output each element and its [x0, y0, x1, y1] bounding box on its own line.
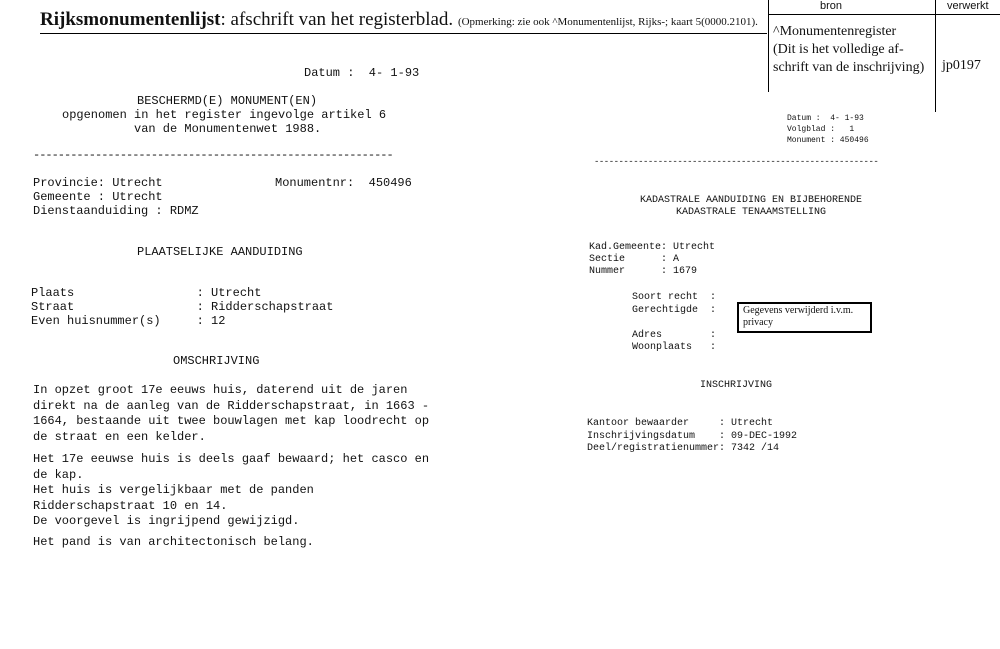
- box-divider-middle: [935, 0, 936, 112]
- heading-line: KADASTRALE TENAAMSTELLING: [676, 207, 827, 218]
- para-line: de straat en een kelder.: [33, 429, 206, 444]
- kad-line: Kad.Gemeente: Utrecht: [589, 242, 716, 253]
- meta-line: Monument : 450496: [787, 136, 869, 145]
- para-line: de kap.: [33, 467, 84, 482]
- col-bron: bron: [820, 0, 843, 12]
- right-dashes: ----------------------------------------------------------: [594, 157, 879, 167]
- recht-line: Adres :: [632, 329, 717, 341]
- title-underline: [40, 33, 767, 34]
- kad-line: Nummer : 1679: [589, 266, 698, 277]
- right-meta: [787, 113, 869, 146]
- gemeente: Gemeente : Utrecht: [33, 190, 163, 204]
- para-line: Het 17e eeuwse huis is deels gaaf bewaard; het casco en: [33, 452, 430, 466]
- plaats: Plaats : Utrecht: [31, 286, 262, 300]
- omschrijving-para-1: [33, 383, 429, 445]
- recht-gegevens: [632, 292, 716, 355]
- para-line: Het huis is vergelijkbaar met de panden: [33, 483, 314, 497]
- para-line: 1664, bestaande uit twee bouwlagen met kap loodrecht op: [33, 414, 430, 428]
- kad-gegevens: [589, 242, 715, 278]
- section-inschrijving: INSCHRIJVING: [700, 380, 773, 391]
- col-verwerkt: verwerkt: [947, 0, 989, 12]
- source-line: schrift van de inschrijving): [773, 60, 925, 75]
- para-line: In opzet groot 17e eeuws huis, daterend uit de jaren: [33, 383, 408, 397]
- omschrijving-para-2: [33, 452, 429, 530]
- kadastrale-heading: [640, 195, 862, 219]
- recht-line: Gerechtigde :: [632, 304, 717, 316]
- recht-line: Soort recht :: [632, 292, 717, 303]
- privacy-line: Gegevens verwijderd i.v.m.: [743, 305, 854, 316]
- source-line: (Dit is het volledige af-: [773, 42, 904, 57]
- privacy-line: privacy: [743, 317, 773, 328]
- section-omschrijving: OMSCHRIJVING: [173, 354, 260, 368]
- meta-line: Volgblad : 1: [787, 125, 855, 134]
- insch-line: Inschrijvingsdatum : 09-DEC-1992: [587, 430, 798, 442]
- monumentnr: Monumentnr: 450496: [275, 176, 412, 190]
- recht-line: [632, 317, 716, 330]
- source-text: [773, 23, 924, 77]
- section-plaatselijke: PLAATSELIJKE AANDUIDING: [137, 245, 303, 259]
- insch-line: Kantoor bewaarder : Utrecht: [587, 418, 774, 429]
- left-heading-3: van de Monumentenwet 1988.: [134, 122, 322, 136]
- straat: Straat : Ridderschapstraat: [31, 300, 334, 314]
- insch-line: Deel/registratienummer: 7342 /14: [587, 443, 780, 454]
- para-line: De voorgevel is ingrijpend gewijzigd.: [33, 514, 300, 528]
- provincie: Provincie: Utrecht: [33, 176, 163, 190]
- source-code: jp0197: [942, 58, 981, 73]
- kad-line: Sectie : A: [589, 254, 680, 265]
- source-line: ^Monumentenregister: [773, 24, 897, 39]
- para-line: direkt na de aanleg van de Ridderschapstraat, in 1663 -: [33, 398, 430, 413]
- heading-line: KADASTRALE AANDUIDING EN BIJBEHORENDE: [640, 195, 863, 206]
- left-datum: Datum : 4- 1-93: [304, 66, 420, 80]
- inschrijving-gegevens: [587, 418, 797, 456]
- left-heading-2: opgenomen in het register ingevolge artikel 6: [62, 108, 387, 122]
- para-line: Ridderschapstraat 10 en 14.: [33, 498, 228, 513]
- dienstaanduiding: Dienstaanduiding : RDMZ: [33, 204, 199, 218]
- left-dashes: ----------------------------------------------------------: [33, 148, 393, 162]
- omschrijving-para-3: Het pand is van architectonisch belang.: [33, 535, 314, 549]
- title-bold: Rijksmonumentenlijst: [40, 9, 221, 30]
- meta-line: Datum : 4- 1-93: [787, 114, 864, 123]
- title-note: (Opmerking: zie ook ^Monumentenlijst, Rijks-; kaart 5(0000.2101).: [457, 16, 758, 28]
- title-rest: : afschrift van het registerblad.: [220, 9, 454, 30]
- left-heading-1: BESCHERMD(E) MONUMENT(EN): [137, 94, 318, 108]
- recht-line: Woonplaats :: [632, 342, 717, 353]
- privacy-notice: [743, 305, 853, 329]
- box-header-line: [768, 14, 1000, 15]
- page-title: [40, 9, 758, 31]
- huisnummer: Even huisnummer(s) : 12: [31, 314, 226, 328]
